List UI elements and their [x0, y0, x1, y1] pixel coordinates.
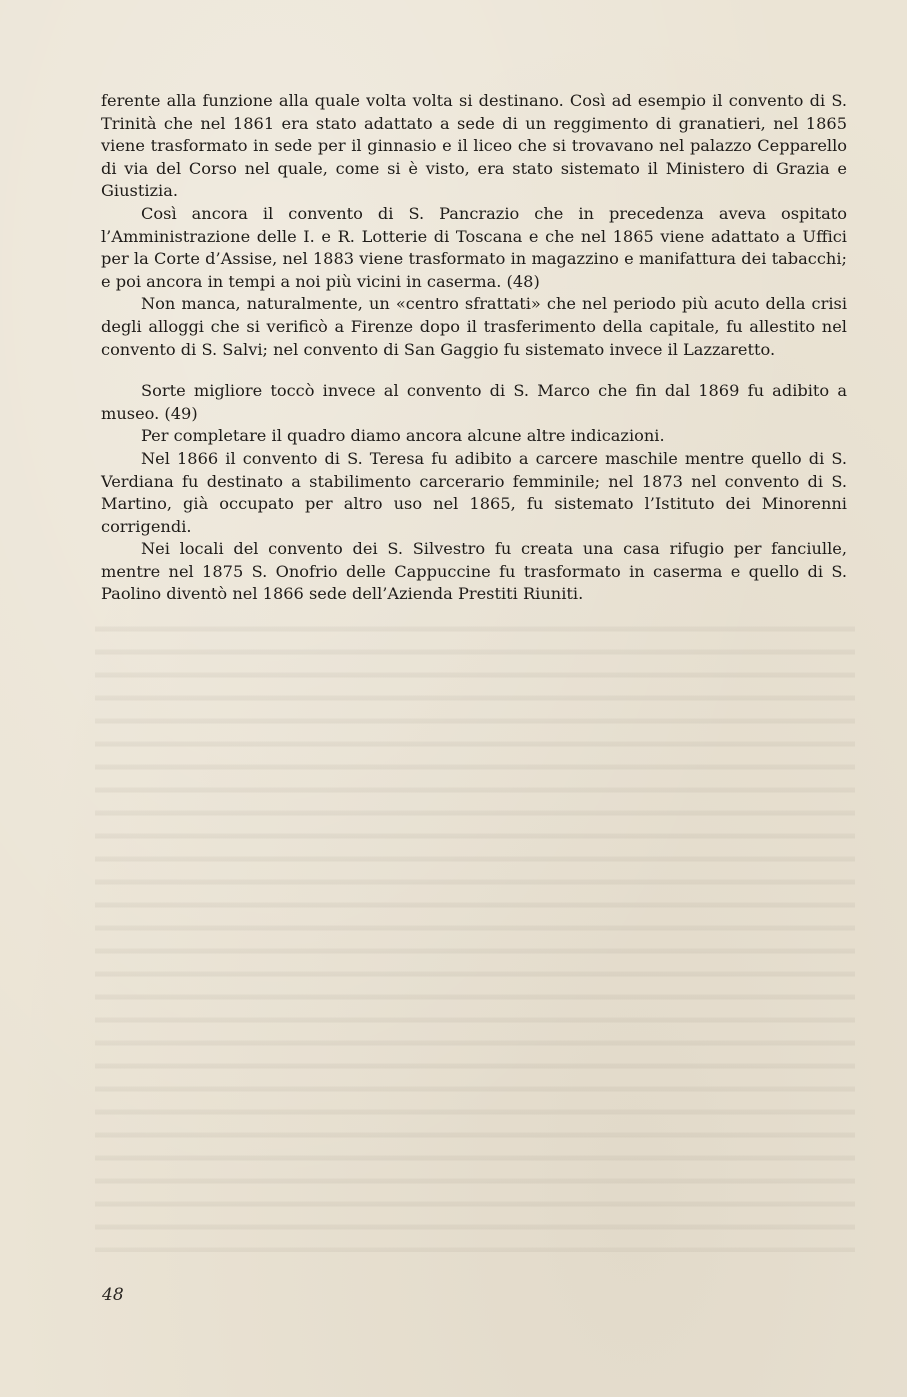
section-gap: [101, 361, 847, 380]
paragraph-2: Così ancora il convento di S. Pancrazio che in precedenza aveva ospitato l’Amministrazione delle I. e R. Lotterie di Toscana e che nel 1865 viene adattato a Uffici per la Corte d’Assise, nel 1883 viene trasformato in magazzino e manifattura dei tabacchi; e poi ancora in tempi a noi più vicini in caserma. (48): [101, 203, 847, 291]
paragraph-6: Nel 1866 il convento di S. Teresa fu adibito a carcere maschile mentre quello di S. Verdiana fu destinato a stabilimento carcerario femminile; nel 1873 nel convento di S. Martino, già occupato per altro uso nel 1865, fu sistemato l’Istituto dei Minorenni corrigendi.: [101, 448, 847, 536]
paragraph-7: Nei locali del convento dei S. Silvestro fu creata una casa rifugio per fanciulle, mentre nel 1875 S. Onofrio delle Cappuccine fu trasformato in caserma e quello di S. Paolino diventò nel 1866 sede dell’Azienda Prestiti Riuniti.: [101, 539, 847, 604]
paragraph-4: Sorte migliore toccò invece al convento di S. Marco che fin dal 1869 fu adibito a museo. (49): [101, 381, 847, 423]
show-through-texture: [95, 612, 855, 1252]
paragraph-1: ferente alla funzione alla quale volta volta si destinano. Così ad esempio il convento di S. Trinità che nel 1861 era stato adattato a sede di un reggimento di granatieri, nel 1865 viene trasformato in sede per il ginnasio e il liceo che si trovavano nel palazzo Cepparello di via del Corso nel quale, come si è visto, era stato sistemato il Ministero di Grazia e Giustizia.: [101, 91, 847, 201]
paragraph-5: Per completare il quadro diamo ancora alcune altre indicazioni.: [141, 426, 665, 446]
paragraph-3: Non manca, naturalmente, un «centro sfrattati» che nel periodo più acuto della crisi degli alloggi che si verificò a Firenze dopo il trasferimento della capitale, fu allestito nel convento di S. Salvi; nel convento di San Gaggio fu sistemato invece il Lazzaretto.: [101, 294, 847, 359]
page-number: 48: [102, 1285, 124, 1305]
body-text: [101, 90, 847, 606]
